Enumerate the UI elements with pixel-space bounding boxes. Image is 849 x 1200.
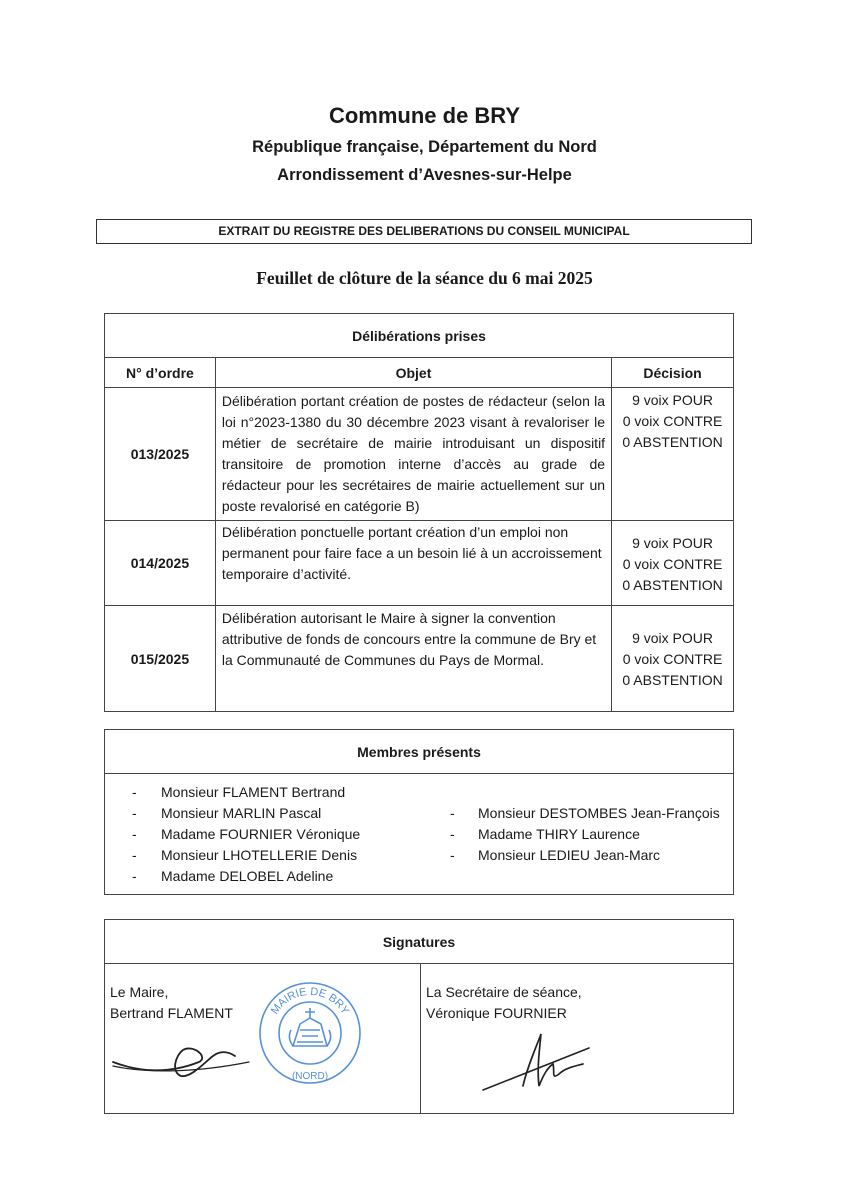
secretary-role: La Secrétaire de séance,: [426, 984, 582, 1000]
signature-divider: [420, 964, 421, 1113]
deliberation-objet: Délibération portant création de postes de rédacteur (selon la loi n°2023-1380 du 30 décembre 2023 visant à revaloriser le métier de secrétaire de mairie introduisant un dispositif transitoire de promotion interne d’accès au grade de rédacteur pour les secrétaires de mairie actuellement sur un poste revalorisé en catégorie B): [215, 388, 611, 521]
deliberation-decision: [612, 388, 734, 521]
signatures-box: [104, 919, 734, 1114]
mayor-signature-block: [110, 982, 233, 1024]
list-item: - Monsieur DESTOMBES Jean-François: [424, 803, 720, 824]
mayor-role: Le Maire,: [110, 984, 169, 1000]
deliberation-decision: [612, 521, 734, 606]
vote-pour: 9 voix POUR: [632, 392, 713, 408]
secretary-signature: [479, 1028, 609, 1098]
header-subtitle-republique: République française, Département du Nord: [252, 138, 597, 156]
vote-contre: 0 voix CONTRE: [622, 413, 723, 429]
table-row: [105, 606, 734, 712]
column-header-objet: Objet: [215, 358, 611, 388]
vote-abstention: 0 ABSTENTION: [622, 576, 723, 593]
vote-contre: 0 voix CONTRE: [622, 651, 723, 667]
column-header-decision: Décision: [612, 358, 734, 388]
stamp-top-text: MAIRIE DE BRY: [268, 985, 352, 1017]
deliberation-decision: [612, 606, 734, 712]
signatures-body: [105, 964, 733, 1113]
list-item: - Madame DELOBEL Adeline: [105, 866, 360, 887]
list-item: - Madame THIRY Laurence: [424, 824, 720, 845]
secretary-signature-block: [426, 982, 582, 1024]
vote-abstention: 0 ABSTENTION: [622, 672, 723, 688]
deliberation-objet: Délibération autorisant le Maire à signer la convention attributive de fonds de concours entre la commune de Bry et la Communauté de Communes du Pays de Mormal.: [215, 606, 611, 712]
members-right-column: [424, 803, 720, 866]
deliberations-table: [104, 313, 734, 712]
document-title: Feuillet de clôture de la séance du 6 mai 2025: [256, 268, 593, 288]
members-box: [104, 729, 734, 895]
table-row: [105, 388, 734, 521]
mayor-name: Bertrand FLAMENT: [110, 1005, 233, 1021]
signatures-heading: Signatures: [105, 920, 733, 964]
members-left-column: [105, 782, 360, 887]
extrait-banner: EXTRAIT DU REGISTRE DES DELIBERATIONS DU CONSEIL MUNICIPAL: [96, 219, 752, 244]
column-header-num: N° d’ordre: [105, 358, 216, 388]
vote-contre: 0 voix CONTRE: [622, 555, 723, 572]
list-item: - Monsieur MARLIN Pascal: [105, 803, 360, 824]
header-subtitle-arrondissement: Arrondissement d’Avesnes-sur-Helpe: [277, 166, 572, 184]
deliberation-objet: Délibération ponctuelle portant création d’un emploi non permanent pour faire face a un besoin lié à un accroissement temporaire d’activité.: [215, 521, 611, 606]
members-list: [105, 774, 733, 894]
list-item: - Monsieur LEDIEU Jean-Marc: [424, 845, 720, 866]
vote-abstention: 0 ABSTENTION: [622, 434, 723, 450]
list-item: - Monsieur FLAMENT Bertrand: [105, 782, 360, 803]
deliberations-heading: Délibérations prises: [105, 314, 734, 358]
table-row: [105, 521, 734, 606]
members-heading: Membres présents: [105, 730, 733, 774]
list-item: - Monsieur LHOTELLERIE Denis: [105, 845, 360, 866]
commune-title: Commune de BRY: [328, 103, 521, 128]
secretary-name: Véronique FOURNIER: [426, 1005, 567, 1021]
deliberation-number: 014/2025: [105, 521, 216, 606]
list-item: - Madame FOURNIER Véronique: [105, 824, 360, 845]
deliberation-number: 013/2025: [105, 388, 216, 521]
mayor-signature: [109, 1032, 259, 1092]
town-hall-stamp: [255, 978, 365, 1088]
vote-pour: 9 voix POUR: [632, 630, 713, 646]
vote-pour: 9 voix POUR: [632, 534, 713, 551]
deliberation-number: 015/2025: [105, 606, 216, 712]
stamp-bottom-text: (NORD): [291, 1071, 329, 1082]
